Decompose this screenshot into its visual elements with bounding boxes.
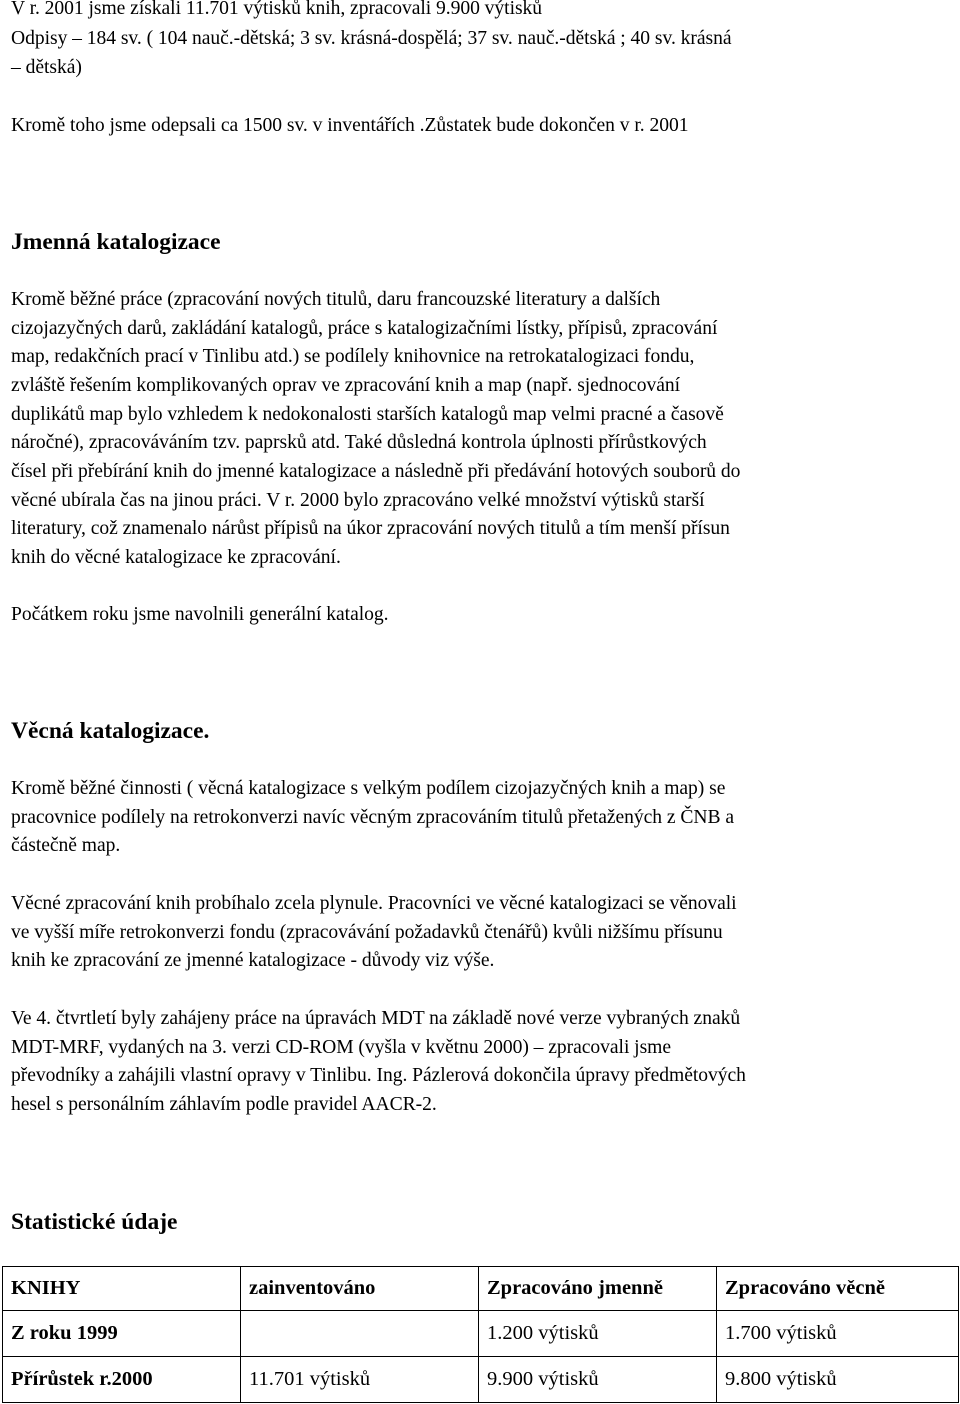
jmenna-p1-line-5: duplikátů map bylo vzhledem k nedokonalosti starších katalogů map velmi pracné a časově xyxy=(11,404,724,425)
table-cell xyxy=(241,1311,479,1357)
table-row-label: Přírůstek r.2000 xyxy=(3,1357,241,1403)
jmenna-p1-line-6: náročné), zpracováváním tzv. paprsků atd. Také důsledná kontrola úplnosti přírůstkových xyxy=(11,432,707,453)
vecna-p2-line-3: knih ke zpracování ze jmenné katalogizace - důvody viz výše. xyxy=(11,950,495,971)
jmenna-p1-line-8: věcné ubírala čas na jinou práci. V r. 2000 bylo zpracováno velké množství výtisků starší xyxy=(11,490,705,511)
vecna-p3-line-4: hesel s personálním záhlavím podle pravidel AACR-2. xyxy=(11,1094,437,1115)
intro-line-1: V r. 2001 jsme získali 11.701 výtisků knih, zpracovali 9.900 výtisků xyxy=(11,0,543,19)
intro-line-2: Odpisy – 184 sv. ( 104 nauč.-dětská; 3 sv. krásná-dospělá; 37 sv. nauč.-dětská ; 40 sv. krásná xyxy=(11,28,732,49)
vecna-p3-line-2: MDT-MRF, vydaných na 3. verzi CD-ROM (vyšla v květnu 2000) – zpracovali jsme xyxy=(11,1037,671,1058)
table-header-cell: KNIHY xyxy=(3,1267,241,1311)
intro-line-3: – dětská) xyxy=(11,57,82,78)
vecna-p1-line-1: Kromě běžné činnosti ( věcná katalogizace s velkým podílem cizojazyčných knih a map) se xyxy=(11,778,726,799)
section-heading-jmenna: Jmenná katalogizace xyxy=(11,229,221,255)
table-header-cell: Zpracováno jmenně xyxy=(479,1267,717,1311)
jmenna-p1-line-1: Kromě běžné práce (zpracování nových titulů, daru francouzské literatury a dalších xyxy=(11,289,661,310)
table-cell: 9.900 výtisků xyxy=(479,1357,717,1403)
table-cell: 1.200 výtisků xyxy=(479,1311,717,1357)
vecna-p1-line-2: pracovnice podílely na retrokonverzi navíc věcným zpracováním titulů přetažených z ČNB a xyxy=(11,807,734,828)
vecna-p3-line-3: převodníky a zahájili vlastní opravy v Tinlibu. Ing. Pázlerová dokončila úpravy předmětových xyxy=(11,1065,746,1086)
table-header-cell: Zpracováno věcně xyxy=(717,1267,959,1311)
section-heading-vecna: Věcná katalogizace. xyxy=(11,718,210,744)
vecna-p2-line-2: ve vyšší míře retrokonverzi fondu (zpracovávání požadavků čtenářů) kvůli nižšímu přísunu xyxy=(11,922,723,943)
table-cell: 1.700 výtisků xyxy=(717,1311,959,1357)
jmenna-p1-line-3: map, redakčních prací v Tinlibu atd.) se podílely knihovnice na retrokatalogizaci fondu, xyxy=(11,346,695,367)
jmenna-p1-line-2: cizojazyčných darů, zakládání katalogů, práce s katalogizačními lístky, přípisů, zpracování xyxy=(11,318,718,339)
vecna-p1-line-3: částečně map. xyxy=(11,835,121,856)
table-cell: 9.800 výtisků xyxy=(717,1357,959,1403)
jmenna-p1-line-4: zvláště řešením komplikovaných oprav ve zpracování knih a map (např. sjednocování xyxy=(11,375,680,396)
vecna-p3-line-1: Ve 4. čtvrtletí byly zahájeny práce na úpravách MDT na základě nové verze vybraných znaků xyxy=(11,1008,741,1029)
jmenna-p1-line-10: knih do věcné katalogizace ke zpracování. xyxy=(11,547,341,568)
jmenna-p1-line-9: literatury, což znamenalo nárůst přípisů na úkor zpracování nových titulů a tím menší přísun xyxy=(11,518,730,539)
vecna-p2-line-1: Věcné zpracování knih probíhalo zcela plynule. Pracovníci ve věcné katalogizaci se věnovali xyxy=(11,893,737,914)
table-row xyxy=(3,1357,959,1403)
table-row xyxy=(3,1311,959,1357)
table-cell: 11.701 výtisků xyxy=(241,1357,479,1403)
jmenna-p1-line-7: čísel při přebírání knih do jmenné katalogizace a následně při předávání hotových souborů do xyxy=(11,461,741,482)
section-heading-statistika: Statistické údaje xyxy=(11,1209,178,1235)
table-row-label: Z roku 1999 xyxy=(3,1311,241,1357)
table-header-cell: zainventováno xyxy=(241,1267,479,1311)
jmenna-p2: Počátkem roku jsme navolnili generální katalog. xyxy=(11,604,389,625)
intro-line-4: Kromě toho jsme odepsali ca 1500 sv. v inventářích .Zůstatek bude dokončen v r. 2001 xyxy=(11,115,689,136)
table-header-row xyxy=(3,1267,959,1311)
statistics-table xyxy=(2,1266,959,1403)
